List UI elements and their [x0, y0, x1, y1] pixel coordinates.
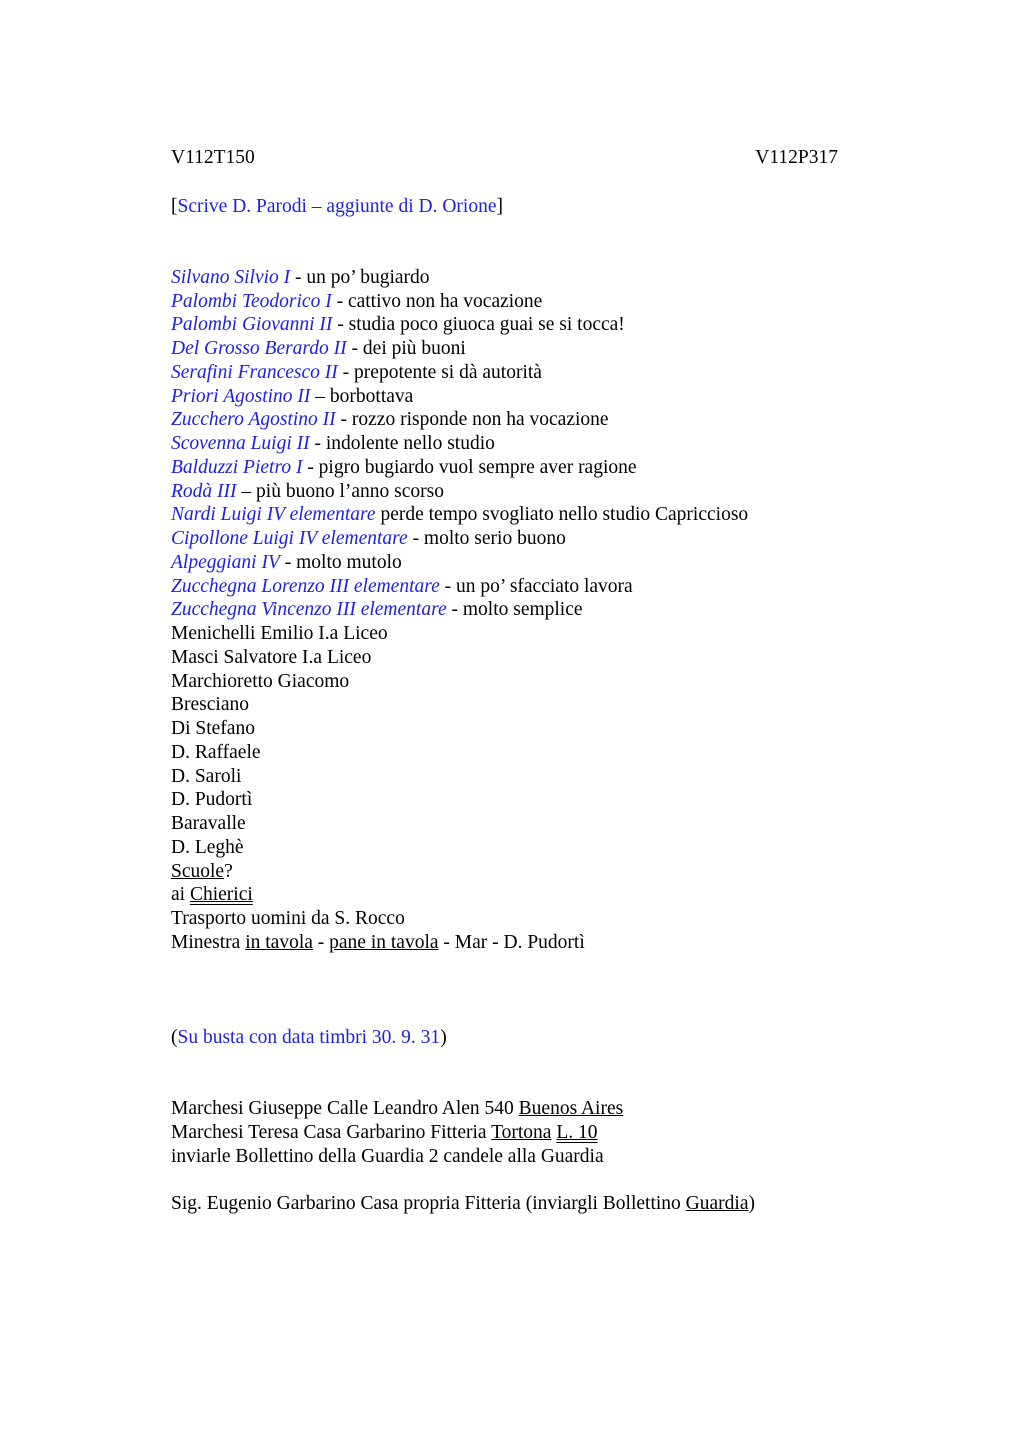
list-item: Rodà III – più buono l’anno scorso [171, 481, 444, 502]
envelope-note: (Su busta con data timbri 30. 9. 31) [171, 1027, 447, 1048]
author-note: [Scrive D. Parodi – aggiunte di D. Orione] [171, 196, 503, 217]
list-item: Baravalle [171, 813, 246, 834]
trasporto-line: Trasporto uomini da S. Rocco [171, 908, 405, 929]
list-item: Masci Salvatore I.a Liceo [171, 647, 372, 668]
list-item: Silvano Silvio I - un po’ bugiardo [171, 267, 430, 288]
list-item: Balduzzi Pietro I - pigro bugiardo vuol sempre aver ragione [171, 457, 637, 478]
list-item: Cipollone Luigi IV elementare - molto serio buono [171, 528, 566, 549]
envelope-note-text: Su busta con data timbri 30. 9. 31 [177, 1027, 441, 1048]
minestra-line: Minestra in tavola - pane in tavola - Mar - D. Pudortì [171, 932, 585, 953]
address-line: Marchesi Giuseppe Calle Leandro Alen 540 Buenos Aires [171, 1098, 624, 1119]
list-item: Marchioretto Giacomo [171, 671, 350, 692]
scuole-line: Scuole? [171, 861, 233, 882]
list-item: Zucchegna Vincenzo III elementare - molto semplice [171, 599, 583, 620]
list-item: Serafini Francesco II - prepotente si dà autorità [171, 362, 542, 383]
list-item: D. Raffaele [171, 742, 261, 763]
list-item: D. Saroli [171, 766, 242, 787]
list-item: Zucchegna Lorenzo III elementare - un po’ sfacciato lavora [171, 576, 633, 597]
list-item: D. Pudortì [171, 789, 253, 810]
header-right-code: V112P317 [755, 147, 838, 168]
list-item: D. Leghè [171, 837, 244, 858]
list-item: Del Grosso Berardo II - dei più buoni [171, 338, 466, 359]
header-left-code: V112T150 [171, 147, 255, 168]
list-item: Menichelli Emilio I.a Liceo [171, 623, 388, 644]
address-line: Sig. Eugenio Garbarino Casa propria Fitteria (inviargli Bollettino Guardia) [171, 1193, 755, 1214]
list-item: Zucchero Agostino II - rozzo risponde non ha vocazione [171, 409, 609, 430]
address-line: inviarle Bollettino della Guardia 2 candele alla Guardia [171, 1146, 604, 1167]
author-note-text: Scrive D. Parodi – aggiunte di D. Orione [177, 196, 497, 217]
list-item: Nardi Luigi IV elementare perde tempo svogliato nello studio Capriccioso [171, 504, 749, 525]
chierici-line: ai Chierici [171, 884, 253, 905]
list-item: Bresciano [171, 694, 249, 715]
list-item: Di Stefano [171, 718, 255, 739]
address-line: Marchesi Teresa Casa Garbarino Fitteria Tortona L. 10 [171, 1122, 598, 1143]
list-item: Palombi Teodorico I - cattivo non ha vocazione [171, 291, 543, 312]
list-item: Alpeggiani IV - molto mutolo [171, 552, 402, 573]
list-item: Scovenna Luigi II - indolente nello studio [171, 433, 495, 454]
list-item: Palombi Giovanni II - studia poco giuoca guai se si tocca! [171, 314, 625, 335]
list-item: Priori Agostino II – borbottava [171, 386, 414, 407]
